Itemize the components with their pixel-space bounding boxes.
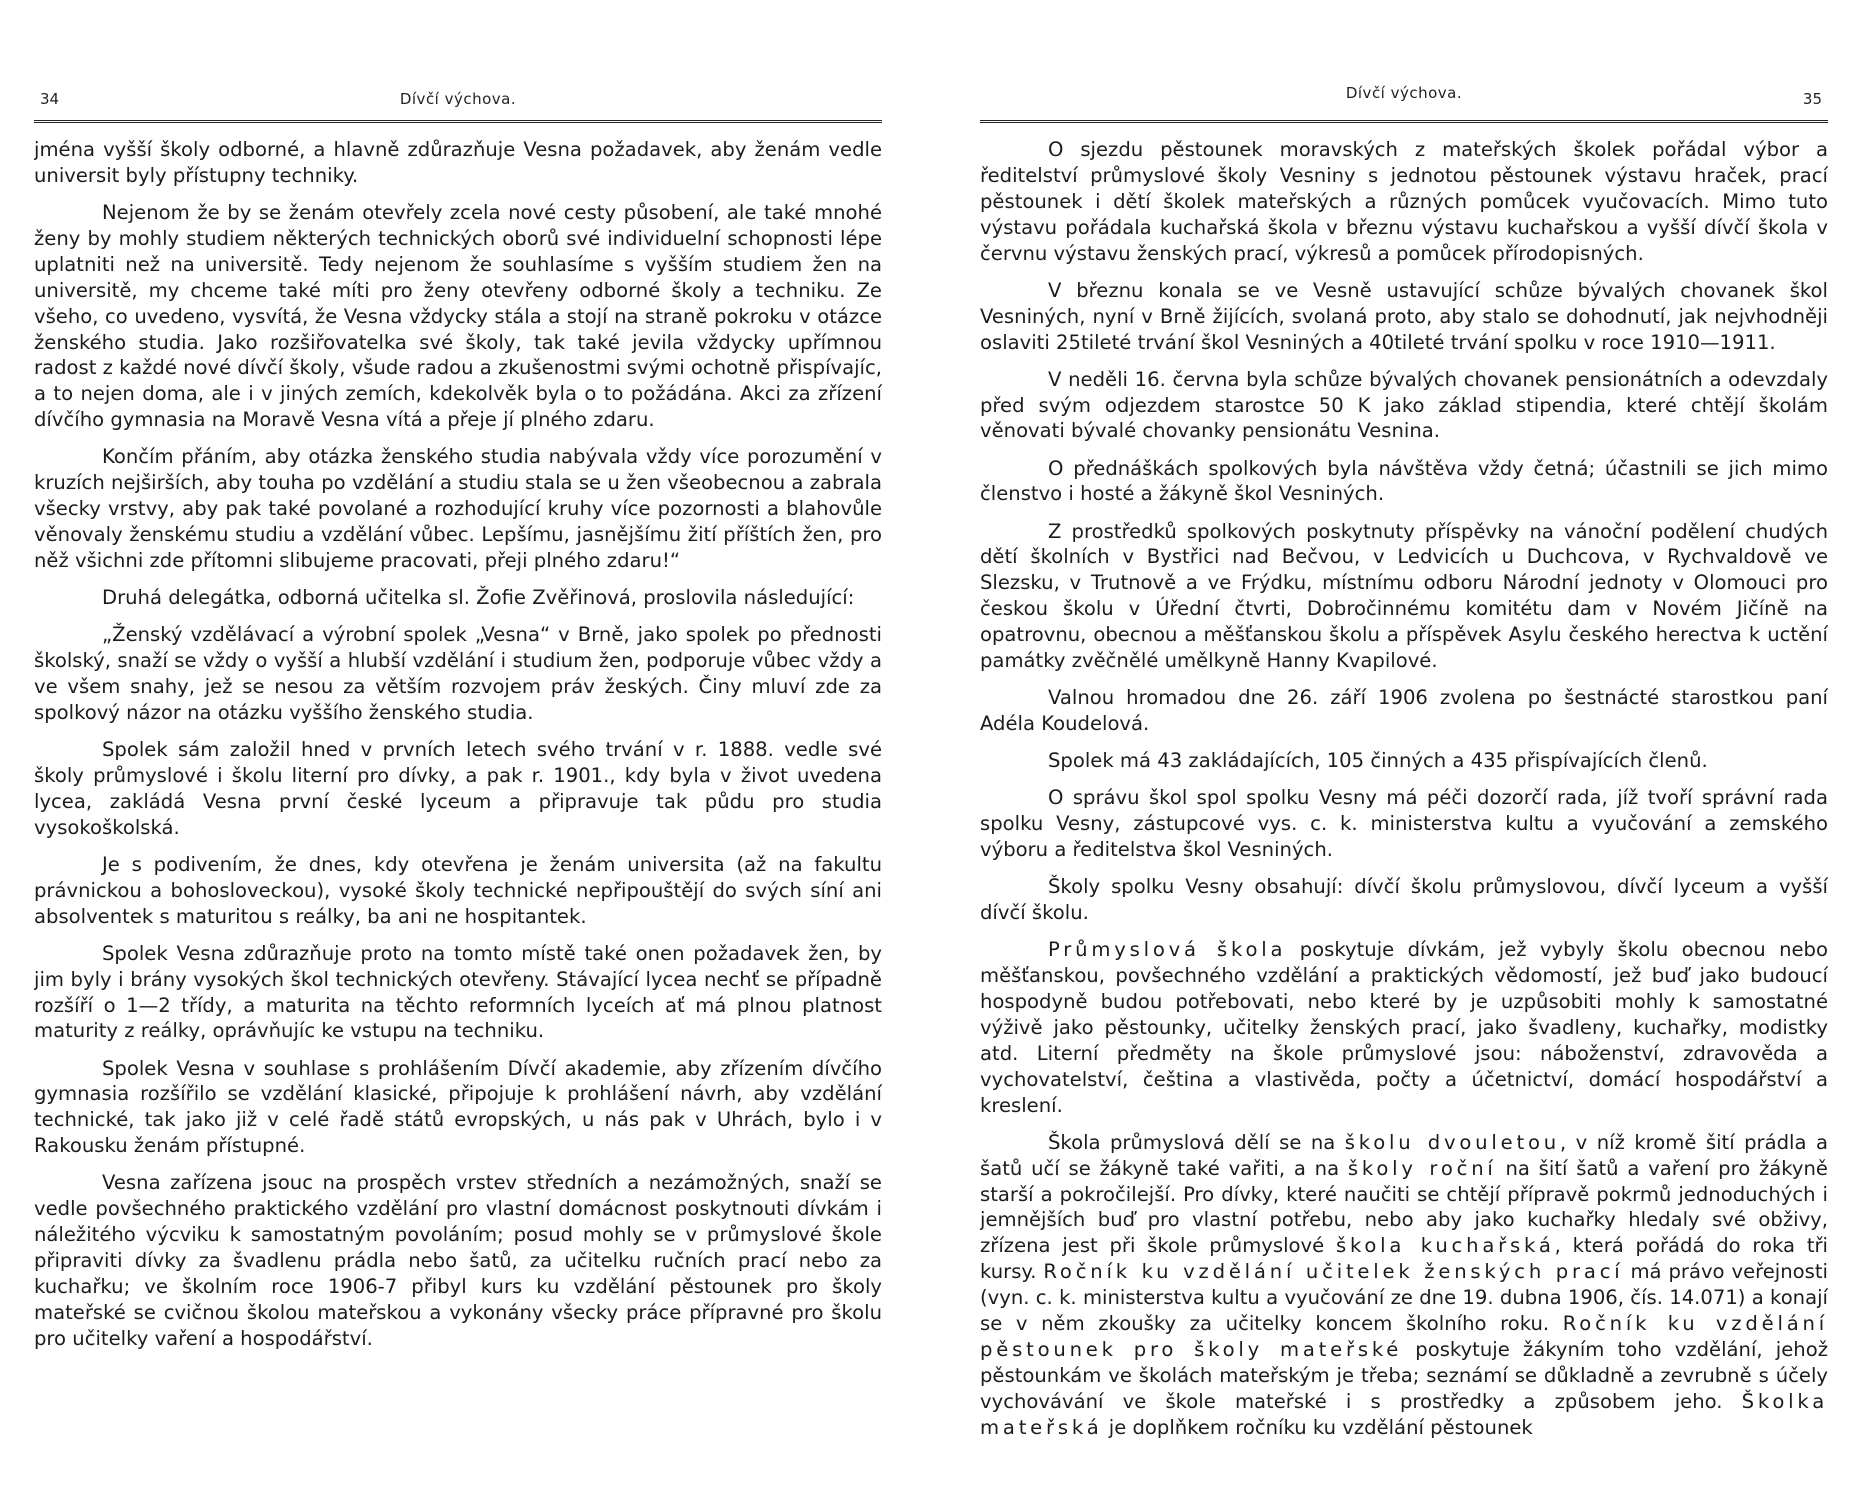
spaced-term: škola kuchařská — [1335, 1234, 1555, 1258]
left-running-head — [34, 84, 882, 112]
paragraph: V březnu konala se ve Vesně ustavující schůze bývalých chovanek škol Vesniných, nyní v Brně žijících, svolaná proto, aby stalo se dohodnutí, jak nejvhodněji oslaviti 25tileté trvání škol Vesniných a 40tileté trvání spolku v roce 1910—1911. — [980, 278, 1828, 354]
paragraph-text: je doplňkem ročníku ku vzdělání pěstounek — [1102, 1415, 1533, 1439]
paragraph-text: poskytuje dívkám, jež vybyly školu obecnou nebo měšťanskou, povšechného vzdělání a praktických vědomostí, jež buď jako budoucí hospodyně budou potřebovati, nebo které by je uzpůsobiti mohly k samostatné výživě jako pěstounky, učitelky ženských prací, jako švadleny, kuchařky, modistky atd. Literní předměty na škole průmyslové jsou: náboženství, zdravověda a vychovatelství, čeština a vlastivěda, počty a účetnictví, domácí hospodářství a kreslení. — [980, 938, 1828, 1117]
paragraph: „Ženský vzdělávací a výrobní spolek „Vesna“ v Brně, jako spolek po přednosti školský, snaží se vždy o vyšší a hlubší vzdělání i studium žen, podporuje vůbec vždy a ve všem snahy, jež se nesou za větším rozvojem práv žeských. Činy mluví zde za spolkový názor na otázku vyššího ženského studia. — [34, 623, 882, 724]
paragraph: O sjezdu pěstounek moravských z mateřských školek pořádal výbor a ředitelství průmyslové školy Vesniny s jednotou pěstounek výstavu hraček, prací pěstounek i dětí školek mateřských a různých pomůcek vyučovacích. Mimo tuto výstavu pořádala kuchařská škola v březnu výstavu kuchařskou a vyšší dívčí škola v červnu výstavu ženských prací, výkresů a pomůcek přírodopisných. — [980, 138, 1828, 265]
paragraph: Z prostředků spolkových poskytnuty příspěvky na vánoční podělení chudých dětí školních v Bystřici nad Bečvou, v Ledvicích u Duchcova, v Rychvaldově ve Slezsku, v Trutnově a ve Frýdku, místnímu odboru Národní jednoty v Olomouci pro českou školu v Úřední čtvrti, Dobročinnému komitétu dam v Novém Jičíně na opatrovnu, obecnou a měšťanskou školu a příspěvek Asylu českého herectva k uctění památky zvěčnělé umělkyně Hanny Kvapilové. — [980, 519, 1828, 673]
paragraph: Spolek sám založil hned v prvních letech svého trvání v r. 1888. vedle své školy průmyslové i školu literní pro dívky, a pak r. 1901., kdy byla v život uvedena lycea, zakládá Vesna první české lyceum a připravuje tak půdu pro studia vysokoškolská. — [34, 737, 882, 839]
paragraph-text: Škola průmyslová dělí se na — [1048, 1130, 1345, 1154]
right-page — [980, 84, 1828, 1474]
right-running-head — [980, 84, 1828, 112]
paragraph: Valnou hromadou dne 26. září 1906 zvolena po šestnácté starostkou paní Adéla Koudelová. — [980, 686, 1828, 736]
spaced-term: Ročník ku vzdělání učitelek ženských prací — [1043, 1260, 1624, 1284]
running-title: Dívčí výchova. — [399, 90, 517, 108]
page-number: 34 — [40, 90, 60, 108]
paragraph-text: má právo veřejnosti (vyn. c. k. ministerstva kultu a vyučování ze dne 19. dubna 1906, čís. 14.071) a konají se v něm zkoušky za učitelky koncem školního roku. — [980, 1260, 1828, 1336]
spaced-term: Ročník ku vzdělání pěstounek pro školy mateřské — [980, 1312, 1828, 1361]
paragraph-text: na šití šatů a vaření pro žákyně starší a pokročilejší. Pro dívky, které naučiti se chtějí přípravě pokrmů jednoduchých i jemnějších buď pro vlastní potřebu, nebo aby jako kuchařky hledaly své obživy, zřízena jest při škole průmyslové — [980, 1156, 1828, 1258]
paragraph-text: , v níž kromě šití prádla a šatů učí se žákyně také vařiti, a na — [980, 1130, 1828, 1180]
paragraph — [980, 1130, 1828, 1441]
paragraph: jména vyšší školy odborné, a hlavně zdůrazňuje Vesna požadavek, aby ženám vedle universit byly přístupny techniky. — [34, 138, 882, 187]
spaced-term: Školka mateřská — [980, 1389, 1828, 1439]
paragraph: O přednáškách spolkových byla návštěva vždy četná; účastnili se jich mimo členstvo i hosté a žákyně škol Vesniných. — [980, 456, 1828, 506]
paragraph: Školy spolku Vesny obsahují: dívčí školu průmyslovou, dívčí lyceum a vyšší dívčí školu. — [980, 875, 1828, 925]
paragraph: Spolek Vesna v souhlase s prohlášením Dívčí akademie, aby zřízením dívčího gymnasia rozšířilo se vzdělání klasické, připojuje k prohlášení návrh, aby vzdělání technické, tak jako již v celé řadě států evropských, u nás pak v Uhrách, bylo i v Rakousku ženám přístupné. — [34, 1056, 882, 1158]
left-page — [34, 84, 882, 1474]
paragraph: Druhá delegátka, odborná učitelka sl. Žofie Zvěřinová, proslovila následující: — [102, 586, 855, 610]
spaced-term: Průmyslová škola — [1048, 938, 1287, 962]
spaced-term: školy roční — [1347, 1156, 1497, 1180]
paragraph-text: poskytuje žákyním toho vzdělání, jehož pěstounkám ve školách mateřským je třeba; seznámí se důkladně a zevrubně s účely vychovávání ve škole mateřské i s prostředky a způsobem jeho. — [980, 1337, 1828, 1413]
running-title: Dívčí výchova. — [1345, 84, 1463, 102]
paragraph: Je s podivením, že dnes, kdy otevřena je ženám universita (až na fakultu právnickou a bohosloveckou), vysoké školy technické nepřipouštějí do svých síní ani absolventek s maturitou s reálky, ba ani ne hospitantek. — [34, 852, 882, 928]
paragraph-text: , která pořádá do roka tři kursy. — [980, 1234, 1828, 1284]
paragraph: Končím přáním, aby otázka ženského studia nabývala vždy více porozumění v kruzích nejširších, aby touha po vzdělání a studiu stala se u žen všeobecnou a zabrala všecky vrstvy, aby pak také povolané a rozhodující kruhy více pozornosti a blahovůle věnovaly ženskému studiu a vzdělání vůbec. Lepšímu, jasnějšímu žití příštích žen, pro něž všichni zde přítomni slibujeme pracovati, přeji plného zdaru!“ — [34, 445, 882, 572]
spaced-term: školu dvouletou — [1344, 1130, 1560, 1154]
paragraph: Spolek má 43 zakládajících, 105 činných a 435 přispívajících členů. — [1048, 749, 1708, 773]
paragraph: O správu škol spol spolku Vesny má péči dozorčí rada, jíž tvoří správní rada spolku Vesny, zástupcové vys. c. k. ministerstva kultu a vyučování a zemského výboru a ředitelstva škol Vesniných. — [980, 786, 1828, 862]
paragraph: Vesna zařízena jsouc na prospěch vrstev středních a nezámožných, snaží se vedle povšechného praktického vzdělání pro vlastní domácnost poskytnouti dívkám i náležitého výcviku k samostatným povoláním; posud mohly se v průmyslové škole připraviti dívky za švadlenu prádla nebo šatů, za učitelku ručních prací nebo za kuchařku; ve školním roce 1906-7 přibyl kurs ku vzdělání pěstounek pro školy mateřské se cvičnou školou mateřskou a vykonány všecky práce přípravné pro školu pro učitelky vaření a hospodářství. — [34, 1171, 882, 1350]
paragraph: Nejenom že by se ženám otevřely zcela nové cesty působení, ale také mnohé ženy by mohly studiem některých technických oborů své individuelní schopnosti lépe uplatniti než na universitě. Tedy nejenom že souhlasíme s vyšším studiem žen na universitě, my chceme také míti pro ženy otevřeny odborné školy a techniku. Ze všeho, co uvedeno, vysvítá, že Vesna vždycky stála a stojí na straně pokroku v otázce ženského studia. Jako rozšiřovatelka své školy, tak také jevila vždycky upřímnou radost z každé nové dívčí školy, všude radou a zkušenostmi svými ochotně přispívajíc, a to nejen doma, ale i v jiných zemích, kdekolvěk byla o to požádána. Akci za zřízení dívčího gymnasia na Moravě Vesna vítá a přeje jí plného zdaru. — [34, 201, 882, 432]
page-number: 35 — [1802, 90, 1822, 108]
paragraph: Spolek Vesna zdůrazňuje proto na tomto místě také onen požadavek žen, by jim byly i brány vysokých škol technických otevřeny. Stávající lycea nechť se případně rozšíří o 1—2 třídy, a maturita na těchto reformních lyceích ať má plnou platnost maturity z reálky, oprávňujíc ke vstupu na techniku. — [34, 941, 882, 1043]
paragraph — [980, 937, 1828, 1118]
header-rule — [980, 120, 1828, 123]
header-rule — [34, 120, 882, 123]
paragraph: V neděli 16. června byla schůze bývalých chovanek pensionátních a odevzdaly před svým odjezdem starostce 50 K jako základ stipendia, které chtějí školám věnovati bývalé chovanky pensionátu Vesnina. — [980, 367, 1828, 443]
